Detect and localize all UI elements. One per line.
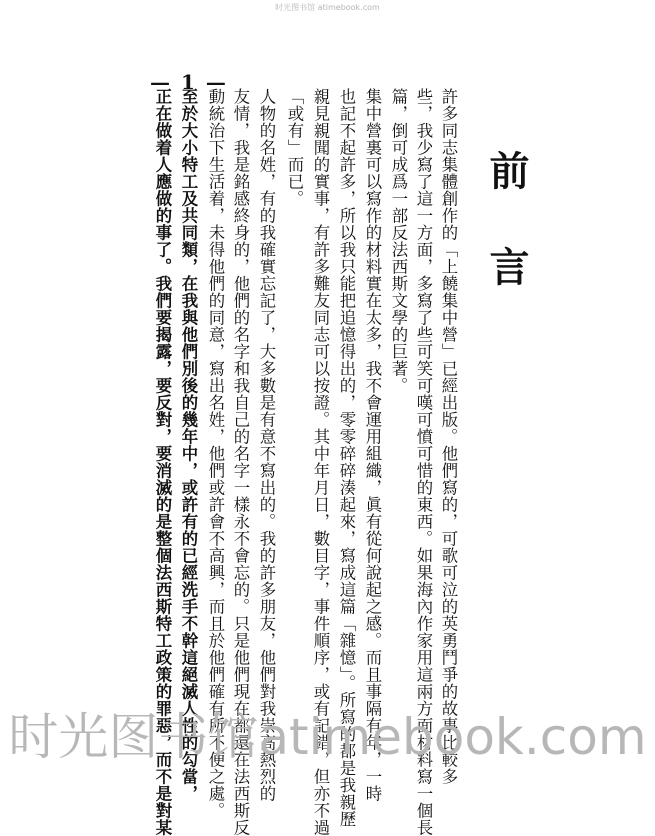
text-column-1: 許多同志集體創作的「上饒集中營」已經出版。他們寫的，可歌可泣的英勇鬥爭的故事比較多 xyxy=(439,88,458,785)
page-number: — 1 — xyxy=(150,70,228,94)
text-column-6: 親見親聞的實事，有許多難友同志可以按證。其中年月日，數目字，事件順序，或有記錯，但亦不過 xyxy=(311,88,330,836)
top-watermark: 时光图书馆 atimebook.com xyxy=(275,3,380,12)
text-column-7: 「或有」而已。 xyxy=(285,88,304,207)
text-column-5: 也記不起許多，所以我只能把追憶得出的，零零碎碎湊起來，寫成這篇「雜憶」。所寫的都是我親歷 xyxy=(337,88,356,828)
text-column-2: 些，我少寫了這一方面，多寫了些可笑可嘆可憤可惜的東西。如果海內作家用這兩方面材料寫一個長 xyxy=(414,88,433,836)
text-column-8: 人物的名姓，有的我確實忘記了，大多數是有意不寫出的。我的許多朋友，他們對我崇高熱烈的 xyxy=(257,88,276,802)
text-column-12: 正在做着人應做的事了。我們要揭露，要反對，要消滅的是整個法西斯特工政策的罪惡，而不是對某 xyxy=(153,88,172,836)
text-column-3: 篇，倒可成爲一部反法西斯文學的巨著。 xyxy=(389,88,408,394)
bottom-watermark: 时光图书馆atimebook.com xyxy=(8,708,647,766)
chapter-title: 前言 xyxy=(483,150,530,342)
text-column-11: 至於大小特工及共同類，在我與他們別後的幾年中，或許有的已經洗手不幹這絕滅人性的勾當， xyxy=(179,88,198,802)
text-column-10: 動統治下生活着，未得他們的同意，寫出名姓，他們或許會不高興，而且於他們確有所不便之處。 xyxy=(206,88,225,819)
text-column-4: 集中營裏可以寫作的材料實在太多，我不會運用組織，眞有從何說起之感。而且事隔有年，一時 xyxy=(363,88,382,802)
text-column-9: 友情，我是銘感終身的，他們的名字和我自己的名字一樣永不會忘的。只是他們現在都還在法西斯反 xyxy=(231,88,250,836)
